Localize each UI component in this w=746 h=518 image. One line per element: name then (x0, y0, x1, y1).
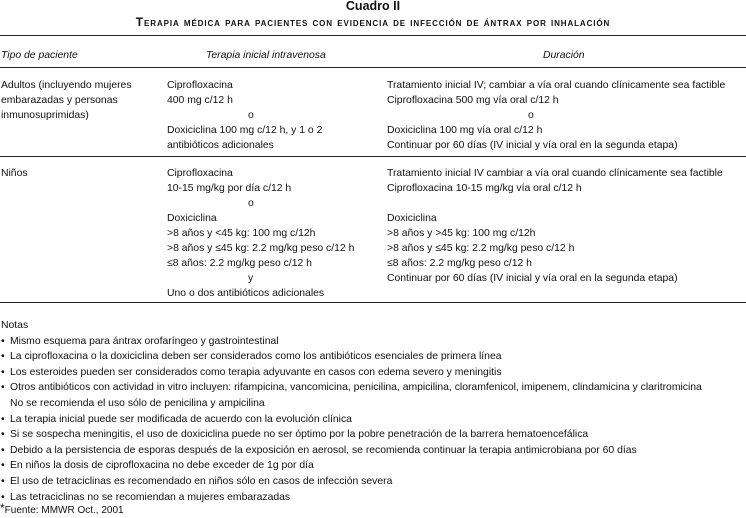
text-line: antibióticos adicionales (167, 140, 274, 151)
header-patient-type: Tipo de paciente (1, 50, 78, 61)
text-line: 10-15 mg/kg por día c/12 h (167, 183, 292, 194)
table-title: Cuadro II (345, 0, 401, 13)
note-text: La ciprofloxacina o la doxiciclina deben ser considerados como los antibióticos esenciales de primera línea (10, 351, 502, 363)
note-item (0, 349, 746, 365)
bottom-rule (0, 302, 746, 303)
text-line: Continuar por 60 días (IV inicial y vía oral en la segunda etapa) (387, 140, 678, 151)
bullet-icon: • (1, 382, 5, 394)
text-line: Doxiciclina (167, 213, 217, 224)
note-text: Mismo esquema para ántrax orofaríngeo y gastrointestinal (10, 335, 279, 347)
bullet-icon: • (1, 366, 5, 378)
text-line: Ciprofloxacina 10-15 mg/kg vía oral c/12 h (387, 183, 582, 194)
note-item (0, 412, 746, 428)
bullet-icon: • (1, 491, 5, 503)
text-line: Ciprofloxacina 500 mg vía oral c/12 h (387, 95, 559, 106)
text-line: Ciprofloxacina (167, 80, 233, 91)
text-line: embarazadas y personas (1, 95, 118, 106)
bullet-icon: • (1, 351, 5, 363)
text-line: o (248, 110, 254, 121)
text-line: Doxiciclina (387, 213, 437, 224)
text-line: Continuar por 60 días (IV inicial y vía oral en la segunda etapa) (387, 273, 678, 284)
text-line: >8 años y <45 kg: 100 mg c/12h (167, 228, 316, 239)
row-divider (0, 156, 746, 157)
text-line: Ciprofloxacina (167, 168, 233, 179)
footnote-text: Fuente: MMWR Oct., 2001 (4, 505, 124, 516)
text-line: o (528, 110, 534, 121)
text-line: Uno o dos antibióticos adicionales (167, 288, 325, 299)
bullet-icon: • (1, 460, 5, 472)
text-line: inmunosuprimidas) (1, 110, 89, 121)
note-item (0, 334, 746, 350)
note-item (0, 396, 746, 412)
text-line: ≤8 años: 2.2 mg/kg peso c/12 h (167, 258, 312, 269)
note-text: Otros antibióticos con actividad in vitro incluyen: rifampicina, vancomicina, penicilina, ampicilina, cloramfenicol, imipenem, clindamicina y claritromicina (10, 382, 702, 394)
text-line: Doxiciclina 100 mg vía oral c/12 h (387, 125, 543, 136)
notes-heading: Notas (1, 320, 29, 331)
footnote (0, 501, 124, 518)
note-text: Debido a la persistencia de esporas después de la exposición en aerosol, se recomienda continuar la terapia antimicrobiana por 60 días (10, 444, 637, 456)
note-item (0, 474, 746, 490)
top-rule (0, 35, 746, 36)
note-item (0, 380, 746, 396)
header-rule (0, 67, 746, 68)
text-line: >8 años y >45 kg: 100 mg c/12h (387, 228, 536, 239)
text-line: Adultos (incluyendo mujeres (1, 80, 132, 91)
text-line: Tratamiento inicial IV cambiar a vía oral cuando clínicamente sea factible (387, 168, 723, 179)
bullet-icon: • (1, 413, 5, 425)
note-text: Los esteroides pueden ser considerados como terapia adyuvante en casos con edema severo y meningitis (10, 366, 502, 378)
note-text: En niños la dosis de ciprofloxacina no debe exceder de 1g por día (10, 460, 314, 472)
note-text: No se recomienda el uso sólo de penicilina y ampicilina (10, 397, 265, 409)
footnote-star: * (0, 501, 5, 515)
text-line: Tratamiento inicial IV; cambiar a vía oral cuando clínicamente sea factible (387, 80, 726, 91)
note-text: El uso de tetraciclinas es recomendado en niños sólo en casos de infección severa (10, 475, 393, 487)
note-item (0, 365, 746, 381)
note-item (0, 458, 746, 474)
note-text: Las tetraciclinas no se recomiendan a mujeres embarazadas (10, 491, 291, 503)
note-item (0, 427, 746, 443)
note-item (0, 443, 746, 459)
note-text: La terapia inicial puede ser modificada de acuerdo con la evolución clínica (10, 413, 352, 425)
notes-section (0, 318, 746, 505)
bullet-icon: • (1, 335, 5, 347)
bullet-icon: • (1, 475, 5, 487)
text-line: Doxiciclina 100 mg c/12 h, y 1 o 2 (167, 125, 323, 136)
text-line: ≤8 años: 2.2 mg/kg peso c/12 h (387, 258, 532, 269)
table-subtitle: Terapia médica para pacientes con evidencia de infección de ántrax por inhalación (135, 15, 611, 29)
text-line: >8 años y ≤45 kg: 2.2 mg/kg peso c/12 h (387, 243, 575, 254)
bullet-icon: • (1, 429, 5, 441)
note-text: Si se sospecha meningitis, el uso de doxiciclina puede no ser óptimo por la pobre penetración de la barrera hematoencefálica (10, 429, 589, 441)
text-line: 400 mg c/12 h (167, 95, 233, 106)
bullet-icon: • (1, 444, 5, 456)
text-line: y (248, 273, 254, 284)
header-duration: Duración (543, 50, 585, 61)
text-line: o (248, 198, 254, 209)
text-line: >8 años y ≤45 kg: 2.2 mg/kg peso c/12 h (167, 243, 355, 254)
header-initial-therapy: Terapia inicial intravenosa (206, 50, 326, 61)
text-line: Niños (1, 168, 28, 179)
